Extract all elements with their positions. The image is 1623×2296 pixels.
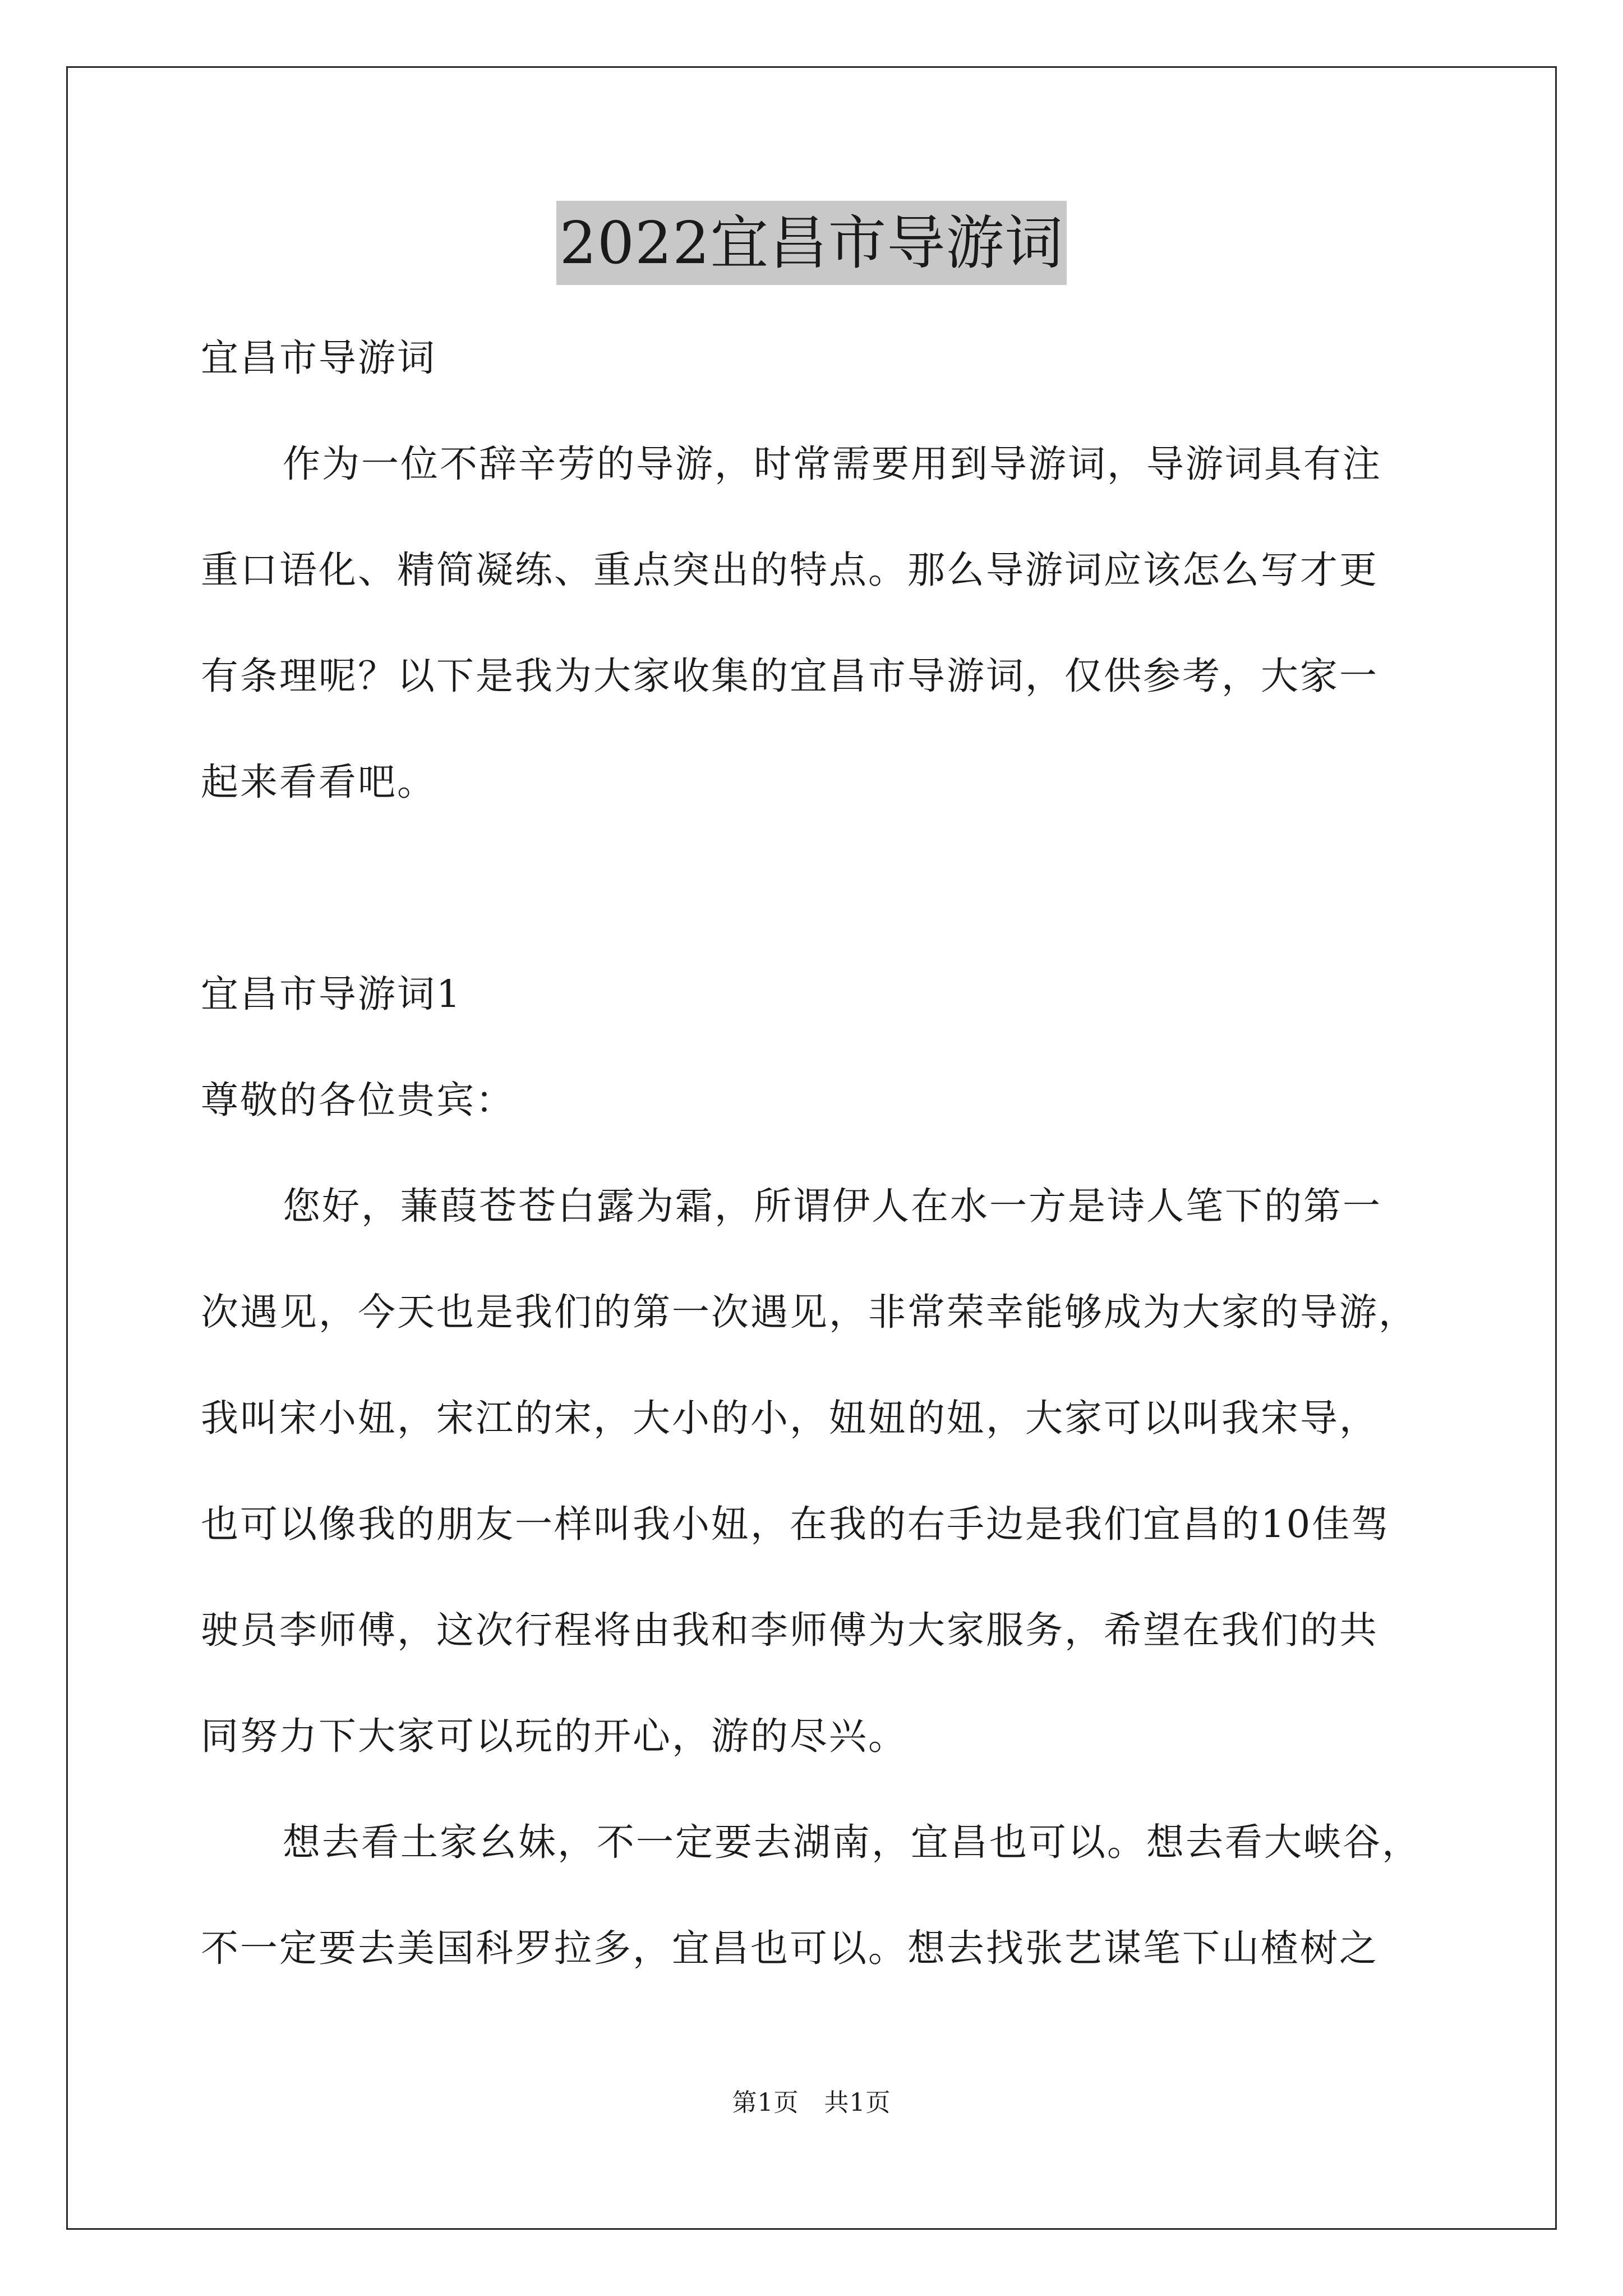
- salutation-line: 尊敬的各位贵宾：: [201, 1078, 515, 1122]
- subtitle-line: 宜昌市导游词: [201, 336, 436, 380]
- intro-line: 有条理呢？以下是我为大家收集的宜昌市导游词，仅供参考，大家一: [201, 654, 1378, 698]
- body-line: 想去看土家幺妹，不一定要去湖南，宜昌也可以。想去看大峡谷，: [283, 1820, 1421, 1864]
- title-container: [0, 201, 1623, 285]
- document-title: 2022宜昌市导游词: [556, 201, 1067, 285]
- intro-line: 作为一位不辞辛劳的导游，时常需要用到导游词，导游词具有注: [283, 442, 1382, 486]
- blank-line: [201, 835, 1435, 941]
- body-line: 同努力下大家可以玩的开心，游的尽兴。: [201, 1714, 907, 1758]
- body-line: 也可以像我的朋友一样叫我小妞，在我的右手边是我们宜昌的10佳驾: [201, 1502, 1391, 1546]
- body-line: 我叫宋小妞，宋江的宋，大小的小，妞妞的妞，大家可以叫我宋导，: [201, 1396, 1378, 1440]
- section-heading: 宜昌市导游词1: [201, 972, 462, 1016]
- page-footer: 第1页 共1页: [732, 2088, 891, 2117]
- intro-line: 重口语化、精简凝练、重点突出的特点。那么导游词应该怎么写才更: [201, 548, 1378, 592]
- body-line: 次遇见，今天也是我们的第一次遇见，非常荣幸能够成为大家的导游，: [201, 1290, 1418, 1334]
- document-body: [201, 305, 1435, 2001]
- body-line: 您好，蒹葭苍苍白露为霜，所谓伊人在水一方是诗人笔下的第一: [283, 1184, 1382, 1228]
- body-line: 驶员李师傅，这次行程将由我和李师傅为大家服务，希望在我们的共: [201, 1608, 1378, 1652]
- body-line: 不一定要去美国科罗拉多，宜昌也可以。想去找张艺谋笔下山楂树之: [201, 1926, 1378, 1970]
- intro-line: 起来看看吧。: [201, 760, 436, 804]
